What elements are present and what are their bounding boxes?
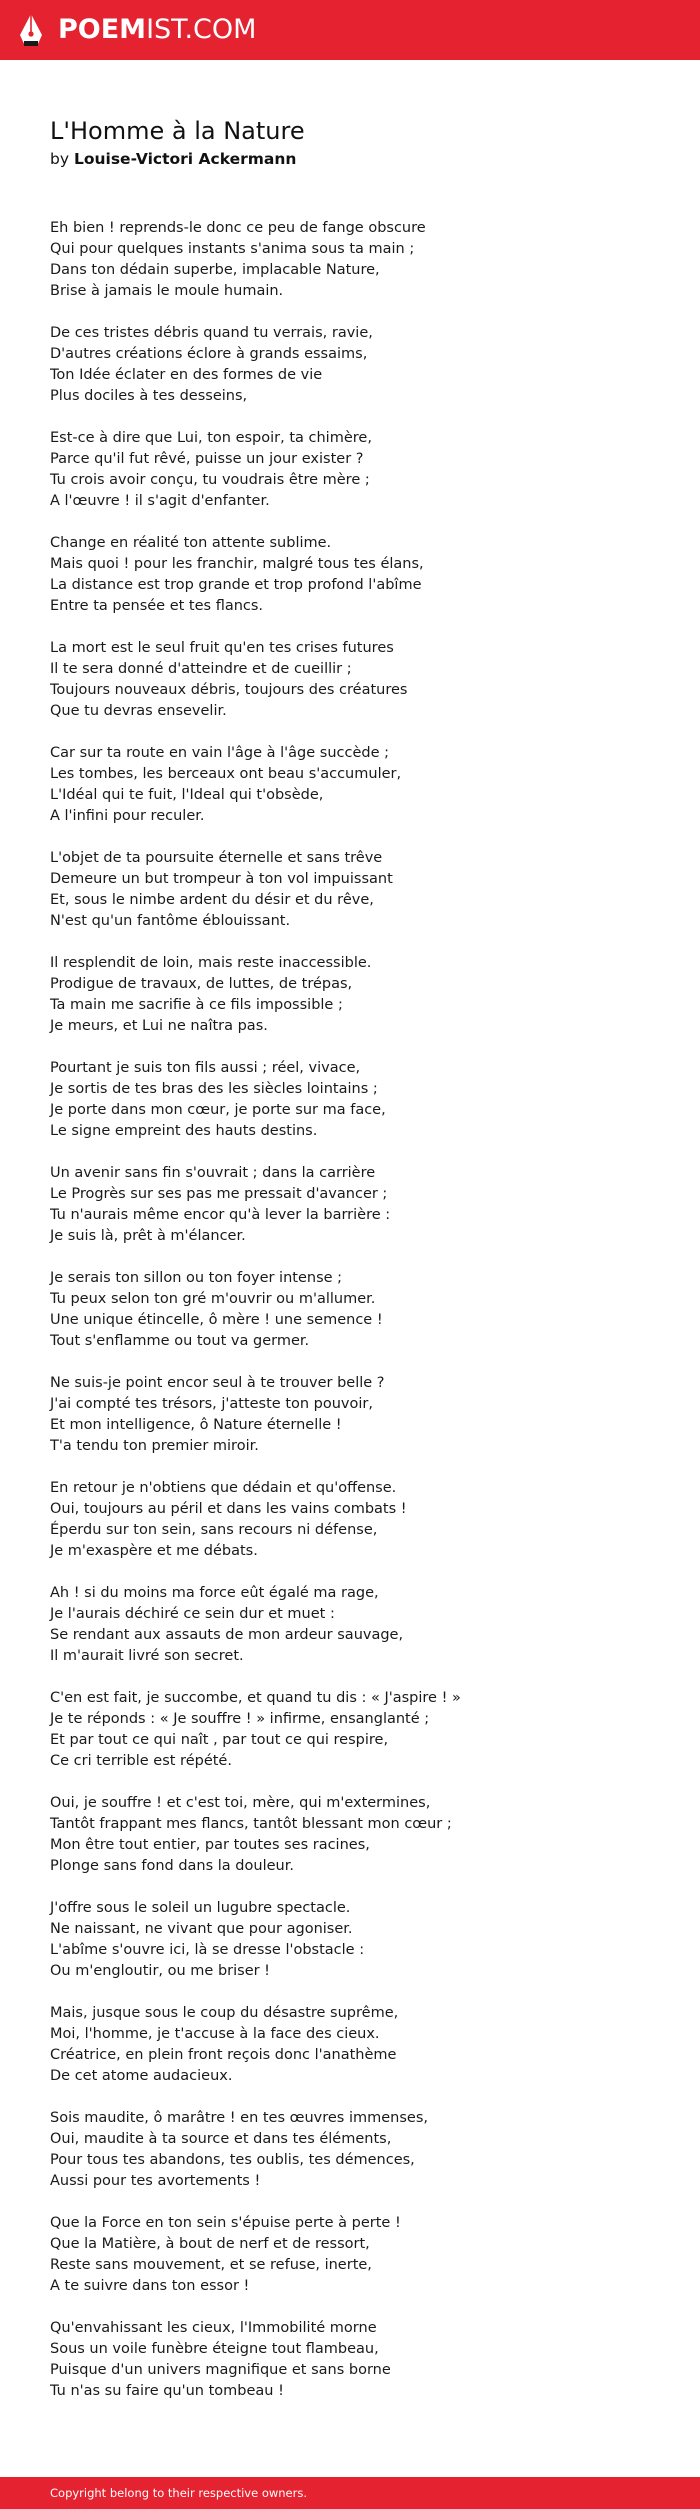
poem-line: Créatrice, en plein front reçois donc l'anathème bbox=[50, 2047, 397, 2063]
poem-line: Entre ta pensée et tes flancs. bbox=[50, 598, 264, 614]
poem-line: Sois maudite, ô marâtre ! en tes œuvres immenses, bbox=[50, 2110, 428, 2126]
poem-line: Mais, jusque sous le coup du désastre suprême, bbox=[50, 2005, 399, 2021]
site-footer bbox=[0, 2477, 700, 2509]
poem-line: Parce qu'il fut rêvé, puisse un jour exister ? bbox=[50, 451, 364, 467]
stanza bbox=[50, 1583, 670, 1667]
poem-line: C'en est fait, je succombe, et quand tu dis : « J'aspire ! » bbox=[50, 1690, 461, 1706]
poem-line: Qui pour quelques instants s'anima sous ta main ; bbox=[50, 241, 415, 257]
poem-line: Tantôt frappant mes flancs, tantôt blessant mon cœur ; bbox=[50, 1816, 452, 1832]
poem-line: Une unique étincelle, ô mère ! une semence ! bbox=[50, 1312, 383, 1328]
stanza bbox=[50, 2318, 670, 2402]
stanza bbox=[50, 2108, 670, 2192]
poem-title: L'Homme à la Nature bbox=[50, 117, 305, 145]
poem-line: Je m'exaspère et me débats. bbox=[50, 1543, 258, 1559]
poem-line: Plus dociles à tes desseins, bbox=[50, 388, 248, 404]
pen-nib-icon bbox=[18, 13, 44, 47]
poem-line: Change en réalité ton attente sublime. bbox=[50, 535, 332, 551]
poem-line: Ne suis-je point encor seul à te trouver belle ? bbox=[50, 1375, 385, 1391]
poem-line: Et par tout ce qui naît , par tout ce qui respire, bbox=[50, 1732, 389, 1748]
poem-line: Toujours nouveaux débris, toujours des créatures bbox=[50, 682, 408, 698]
poem-line: Et, sous le nimbe ardent du désir et du rêve, bbox=[50, 892, 374, 908]
poem-line: Il resplendit de loin, mais reste inaccessible. bbox=[50, 955, 372, 971]
poem-line: Il m'aurait livré son secret. bbox=[50, 1648, 244, 1664]
stanza bbox=[50, 743, 670, 827]
poem-line: A te suivre dans ton essor ! bbox=[50, 2278, 250, 2294]
poem-line: Demeure un but trompeur à ton vol impuissant bbox=[50, 871, 393, 887]
poem-line: Il te sera donné d'atteindre et de cueillir ; bbox=[50, 661, 352, 677]
stanza bbox=[50, 953, 670, 1037]
poem-heading bbox=[50, 115, 305, 170]
poem-line: Mais quoi ! pour les franchir, malgré tous tes élans, bbox=[50, 556, 424, 572]
poem-body bbox=[50, 218, 670, 2423]
poem-line: Je meurs, et Lui ne naîtra pas. bbox=[50, 1018, 268, 1034]
poem-line: Que la Matière, à bout de nerf et de ressort, bbox=[50, 2236, 370, 2252]
poem-line: J'ai compté tes trésors, j'atteste ton pouvoir, bbox=[50, 1396, 373, 1412]
stanza bbox=[50, 2003, 670, 2087]
poem-line: Aussi pour tes avortements ! bbox=[50, 2173, 261, 2189]
poem-line: Oui, toujours au péril et dans les vains combats ! bbox=[50, 1501, 407, 1517]
poem-line: Ton Idée éclater en des formes de vie bbox=[50, 367, 323, 383]
poem-line: Tu n'as su faire qu'un tombeau ! bbox=[50, 2383, 284, 2399]
poem-line: Reste sans mouvement, et se refuse, inerte, bbox=[50, 2257, 372, 2273]
stanza bbox=[50, 1478, 670, 1562]
byline-label: by bbox=[50, 150, 70, 168]
poem-line: La mort est le seul fruit qu'en tes crises futures bbox=[50, 640, 394, 656]
poem-line: T'a tendu ton premier miroir. bbox=[50, 1438, 259, 1454]
poem-line: Sous un voile funèbre éteigne tout flambeau, bbox=[50, 2341, 379, 2357]
poem-line: D'autres créations éclore à grands essaims, bbox=[50, 346, 368, 362]
stanza bbox=[50, 1268, 670, 1352]
poem-line: De ces tristes débris quand tu verrais, ravie, bbox=[50, 325, 373, 341]
poem-line: De cet atome audacieux. bbox=[50, 2068, 233, 2084]
poem-line: Ah ! si du moins ma force eût égalé ma rage, bbox=[50, 1585, 379, 1601]
poem-line: Ne naissant, ne vivant que pour agoniser. bbox=[50, 1921, 353, 1937]
poem-line: La distance est trop grande et trop profond l'abîme bbox=[50, 577, 422, 593]
poem-line: Puisque d'un univers magnifique et sans borne bbox=[50, 2362, 391, 2378]
poem-line: J'offre sous le soleil un lugubre spectacle. bbox=[50, 1900, 351, 1916]
poem-line: Ou m'engloutir, ou me briser ! bbox=[50, 1963, 270, 1979]
poem-line: Ce cri terrible est répété. bbox=[50, 1753, 232, 1769]
poem-line: Et mon intelligence, ô Nature éternelle ! bbox=[50, 1417, 342, 1433]
poem-line: L'objet de ta poursuite éternelle et sans trêve bbox=[50, 850, 383, 866]
poem-author: Louise-Victori Ackermann bbox=[73, 150, 297, 168]
poem-line: Pour tous tes abandons, tes oublis, tes démences, bbox=[50, 2152, 415, 2168]
poem-byline bbox=[50, 148, 305, 170]
stanza bbox=[50, 1898, 670, 1982]
site-logo-text bbox=[58, 13, 256, 47]
logo-text-light: IST.COM bbox=[146, 14, 257, 45]
poem-line: Je serais ton sillon ou ton foyer intense ; bbox=[50, 1270, 343, 1286]
poem-line: A l'infini pour reculer. bbox=[50, 808, 205, 824]
poem-line: En retour je n'obtiens que dédain et qu'offense. bbox=[50, 1480, 397, 1496]
poem-line: Que tu devras ensevelir. bbox=[50, 703, 227, 719]
poem-line: Je porte dans mon cœur, je porte sur ma face, bbox=[50, 1102, 386, 1118]
poem-line: Dans ton dédain superbe, implacable Nature, bbox=[50, 262, 380, 278]
stanza bbox=[50, 1688, 670, 1772]
site-logo[interactable] bbox=[18, 13, 256, 47]
poem-line: Oui, maudite à ta source et dans tes éléments, bbox=[50, 2131, 392, 2147]
poem-line: Est-ce à dire que Lui, ton espoir, ta chimère, bbox=[50, 430, 372, 446]
poem-line: Tu n'aurais même encor qu'à lever la barrière : bbox=[50, 1207, 391, 1223]
stanza bbox=[50, 2213, 670, 2297]
stanza bbox=[50, 1373, 670, 1457]
poem-line: L'Idéal qui te fuit, l'Ideal qui t'obsède, bbox=[50, 787, 324, 803]
poem-line: Je l'aurais déchiré ce sein dur et muet : bbox=[50, 1606, 335, 1622]
poem-line: Tu peux selon ton gré m'ouvrir ou m'allumer. bbox=[50, 1291, 376, 1307]
poem-line: Un avenir sans fin s'ouvrait ; dans la carrière bbox=[50, 1165, 376, 1181]
stanza bbox=[50, 848, 670, 932]
poem-line: Moi, l'homme, je t'accuse à la face des cieux. bbox=[50, 2026, 380, 2042]
logo-text-bold: POEM bbox=[58, 14, 147, 45]
stanza bbox=[50, 1058, 670, 1142]
poem-line: Pourtant je suis ton fils aussi ; réel, vivace, bbox=[50, 1060, 361, 1076]
stanza bbox=[50, 638, 670, 722]
copyright-notice: Copyright belong to their respective owners. bbox=[50, 2486, 308, 2500]
poem-line: Je suis là, prêt à m'élancer. bbox=[50, 1228, 246, 1244]
poem-line: Eh bien ! reprends-le donc ce peu de fange obscure bbox=[50, 220, 426, 236]
poem-line: Le Progrès sur ses pas me pressait d'avancer ; bbox=[50, 1186, 388, 1202]
poem-line: Oui, je souffre ! et c'est toi, mère, qui m'extermines, bbox=[50, 1795, 431, 1811]
poem-line: L'abîme s'ouvre ici, là se dresse l'obstacle : bbox=[50, 1942, 365, 1958]
site-header bbox=[0, 0, 700, 60]
poem-line: Le signe empreint des hauts destins. bbox=[50, 1123, 318, 1139]
stanza bbox=[50, 218, 670, 302]
poem-line: Ta main me sacrifie à ce fils impossible ; bbox=[50, 997, 343, 1013]
poem-line: Les tombes, les berceaux ont beau s'accumuler, bbox=[50, 766, 402, 782]
poem-line: Se rendant aux assauts de mon ardeur sauvage, bbox=[50, 1627, 404, 1643]
poem-line: Prodigue de travaux, de luttes, de trépas, bbox=[50, 976, 353, 992]
stanza bbox=[50, 323, 670, 407]
poem-line: Que la Force en ton sein s'épuise perte à perte ! bbox=[50, 2215, 401, 2231]
poem-line: Car sur ta route en vain l'âge à l'âge succède ; bbox=[50, 745, 390, 761]
poem-line: Je te réponds : « Je souffre ! » infirme, ensanglanté ; bbox=[50, 1711, 430, 1727]
poem-line: A l'œuvre ! il s'agit d'enfanter. bbox=[50, 493, 270, 509]
stanza bbox=[50, 428, 670, 512]
poem-line: Plonge sans fond dans la douleur. bbox=[50, 1858, 294, 1874]
poem-line: Tu crois avoir conçu, tu voudrais être mère ; bbox=[50, 472, 370, 488]
poem-line: Tout s'enflamme ou tout va germer. bbox=[50, 1333, 310, 1349]
stanza bbox=[50, 1793, 670, 1877]
poem-line: N'est qu'un fantôme éblouissant. bbox=[50, 913, 291, 929]
stanza bbox=[50, 1163, 670, 1247]
poem-line: Brise à jamais le moule humain. bbox=[50, 283, 284, 299]
poem-line: Éperdu sur ton sein, sans recours ni défense, bbox=[50, 1522, 378, 1538]
poem-line: Qu'envahissant les cieux, l'Immobilité morne bbox=[50, 2320, 377, 2336]
stanza bbox=[50, 533, 670, 617]
poem-line: Je sortis de tes bras des les siècles lointains ; bbox=[50, 1081, 378, 1097]
poem-line: Mon être tout entier, par toutes ses racines, bbox=[50, 1837, 370, 1853]
